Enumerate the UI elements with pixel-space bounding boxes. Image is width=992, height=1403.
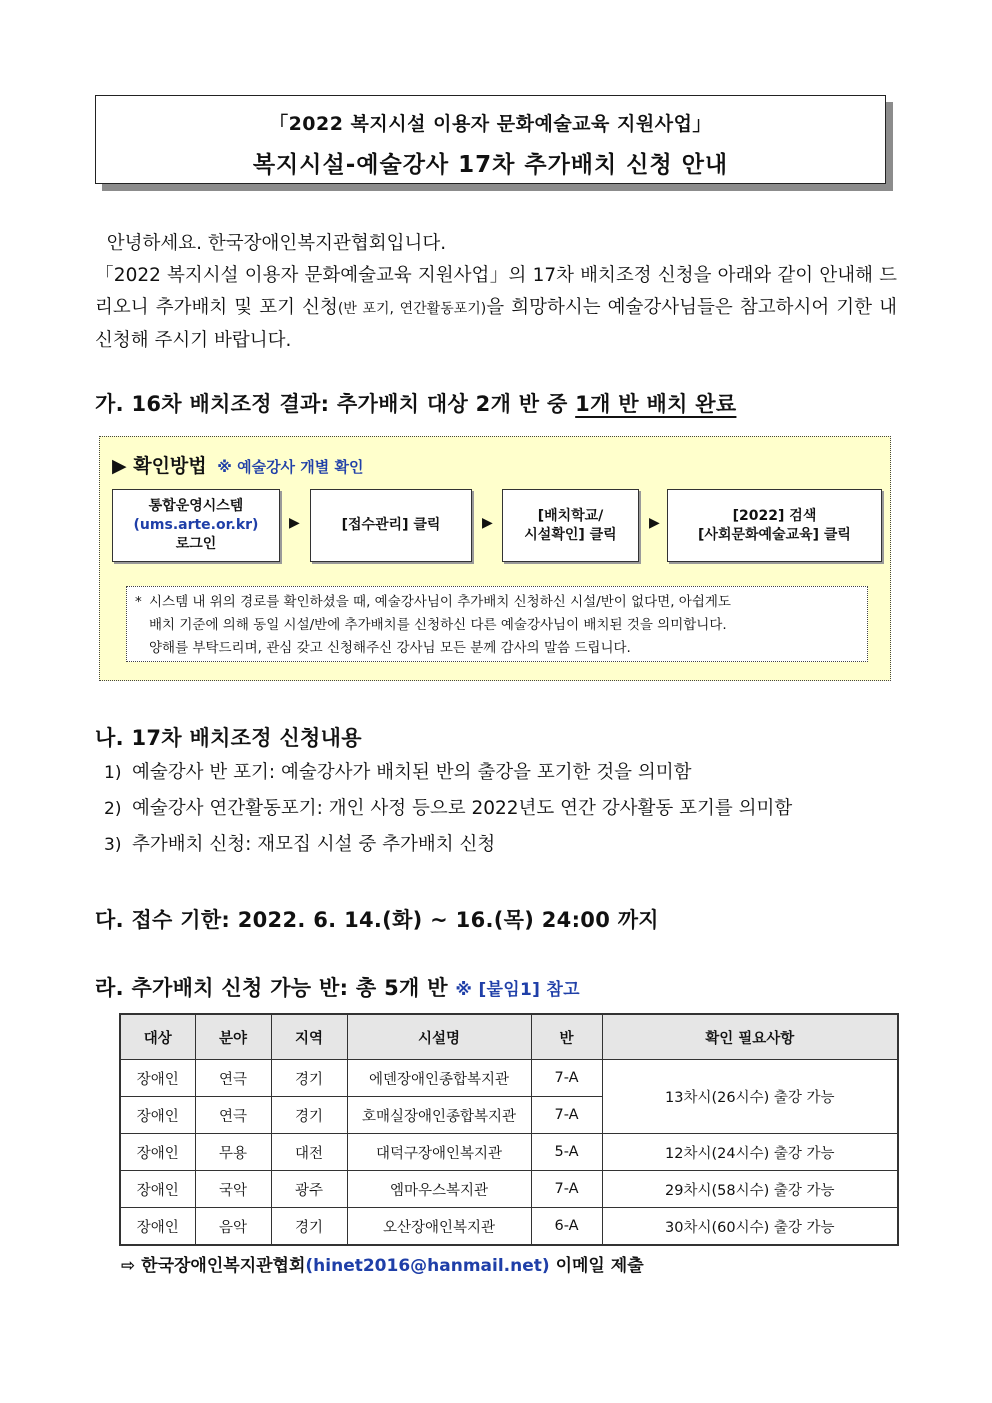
arrow-right-icon: ▶ xyxy=(649,515,660,531)
submission-instruction: ⇨ 한국장애인복지관협회(hinet2016@hanmail.net) 이메일 제출 xyxy=(121,1256,644,1276)
section-ga-heading: 가. 16차 배치조정 결과: 추가배치 대상 2개 반 중 1개 반 배치 완료 xyxy=(95,392,737,416)
step-login: 통합운영시스템 (ums.arte.or.kr) 로그인 xyxy=(112,489,280,562)
greeting: 안녕하세요. 한국장애인복지관협회입니다. xyxy=(106,233,447,254)
intro-small-note: (반 포기, 연간활동포기) xyxy=(337,301,487,317)
check-method-box xyxy=(99,436,891,681)
column-header: 시설명 xyxy=(347,1014,531,1060)
step-search: [2022] 검색 [사회문화예술교육] 클릭 xyxy=(667,489,882,562)
title-line-1: 「2022 복지시설 이용자 문화예술교육 지원사업」 xyxy=(269,113,712,135)
section-da-heading: 다. 접수 기한: 2022. 6. 14.(화) ~ 16.(목) 24:00 까지 xyxy=(95,908,659,932)
list-item: 2) 예술강사 연간활동포기: 개인 사정 등으로 2022년도 연간 강사활동 포기를 의미함 xyxy=(104,798,793,819)
step-assignment: [배치학교/ 시설확인] 클릭 xyxy=(502,489,639,562)
check-method-note: ※ 예술강사 개별 확인 xyxy=(217,458,364,476)
requirement-cell: 30차시(60시수) 출강 가능 xyxy=(602,1208,898,1246)
check-notice: * 시스템 내 위의 경로를 확인하셨을 때, 예술강사님이 추가배치 신청하신 시설/반이 없다면, 아쉽게도 배치 기준에 의해 동일 시설/반에 추가배치를 신청하신 다른 예술강사님이 배치된 것을 의미합니다. 양해를 부탁드리며, 관심 갖고 신청해주신 강사님 모든 분께 감사의 말씀 드립니다. xyxy=(126,586,868,662)
title-line-2: 복지시설-예술강사 17차 추가배치 신청 안내 xyxy=(252,152,729,178)
system-url: (ums.arte.or.kr) xyxy=(133,517,259,533)
table-row: 장애인 연극 경기 에덴장애인종합복지관 7-A 13차시(26시수) 출강 가능 xyxy=(120,1060,898,1097)
column-header: 확인 필요사항 xyxy=(602,1014,898,1060)
application-types-list xyxy=(104,758,792,866)
list-item: 1) 예술강사 반 포기: 예술강사가 배치된 반의 출강을 포기한 것을 의미함 xyxy=(104,762,692,783)
table-row: 장애인 국악 광주 엠마우스복지관 7-A 29차시(58시수) 출강 가능 xyxy=(120,1171,898,1208)
column-header: 분야 xyxy=(195,1014,271,1060)
available-classes-table xyxy=(119,1013,899,1246)
document-title-box xyxy=(95,95,886,184)
step-reception: [접수관리] 클릭 xyxy=(310,489,472,562)
arrow-right-icon: ▶ xyxy=(289,515,300,531)
section-na-heading: 나. 17차 배치조정 신청내용 xyxy=(95,726,362,750)
notice-bullet: * xyxy=(135,594,142,610)
intro-paragraph xyxy=(95,228,897,357)
table-row: 장애인 무용 대전 대덕구장애인복지관 5-A 12차시(24시수) 출강 가능 xyxy=(120,1134,898,1171)
intro-body: 「2022 복지시설 이용자 문화예술교육 지원사업」의 17차 배치조정 신청을 아래와 같이 안내해 드리오니 추가배치 및 포기 신청(반 포기, 연간활동포기)을 희망하시는 예술강사님들은 참고하시어 기한 내 신청해 주시기 바랍니다. xyxy=(95,265,897,351)
column-header: 대상 xyxy=(120,1014,195,1060)
table-row: 장애인 음악 경기 오산장애인복지관 6-A 30차시(60시수) 출강 가능 xyxy=(120,1208,898,1246)
section-ga-highlight: 1개 반 배치 완료 xyxy=(575,392,737,416)
requirement-cell: 12차시(24시수) 출강 가능 xyxy=(602,1134,898,1171)
section-ra-heading: 라. 추가배치 신청 가능 반: 총 5개 반 ※ [붙임1] 참고 xyxy=(95,976,580,1000)
section-ra-note: ※ [붙임1] 참고 xyxy=(455,980,580,1000)
arrow-right-icon: ▶ xyxy=(482,515,493,531)
list-item: 3) 추가배치 신청: 재모집 시설 중 추가배치 신청 xyxy=(104,834,496,855)
table-row: 장애인 연극 경기 호매실장애인종합복지관 7-A xyxy=(120,1097,898,1134)
check-method-title: ▶ 확인방법 ※ 예술강사 개별 확인 xyxy=(112,455,364,477)
requirement-cell: 13차시(26시수) 출강 가능 xyxy=(602,1060,898,1134)
column-header: 반 xyxy=(531,1014,602,1060)
contact-email[interactable]: (hinet2016@hanmail.net) xyxy=(305,1256,550,1276)
column-header: 지역 xyxy=(271,1014,347,1060)
requirement-cell: 29차시(58시수) 출강 가능 xyxy=(602,1171,898,1208)
table-header-row xyxy=(120,1014,898,1060)
